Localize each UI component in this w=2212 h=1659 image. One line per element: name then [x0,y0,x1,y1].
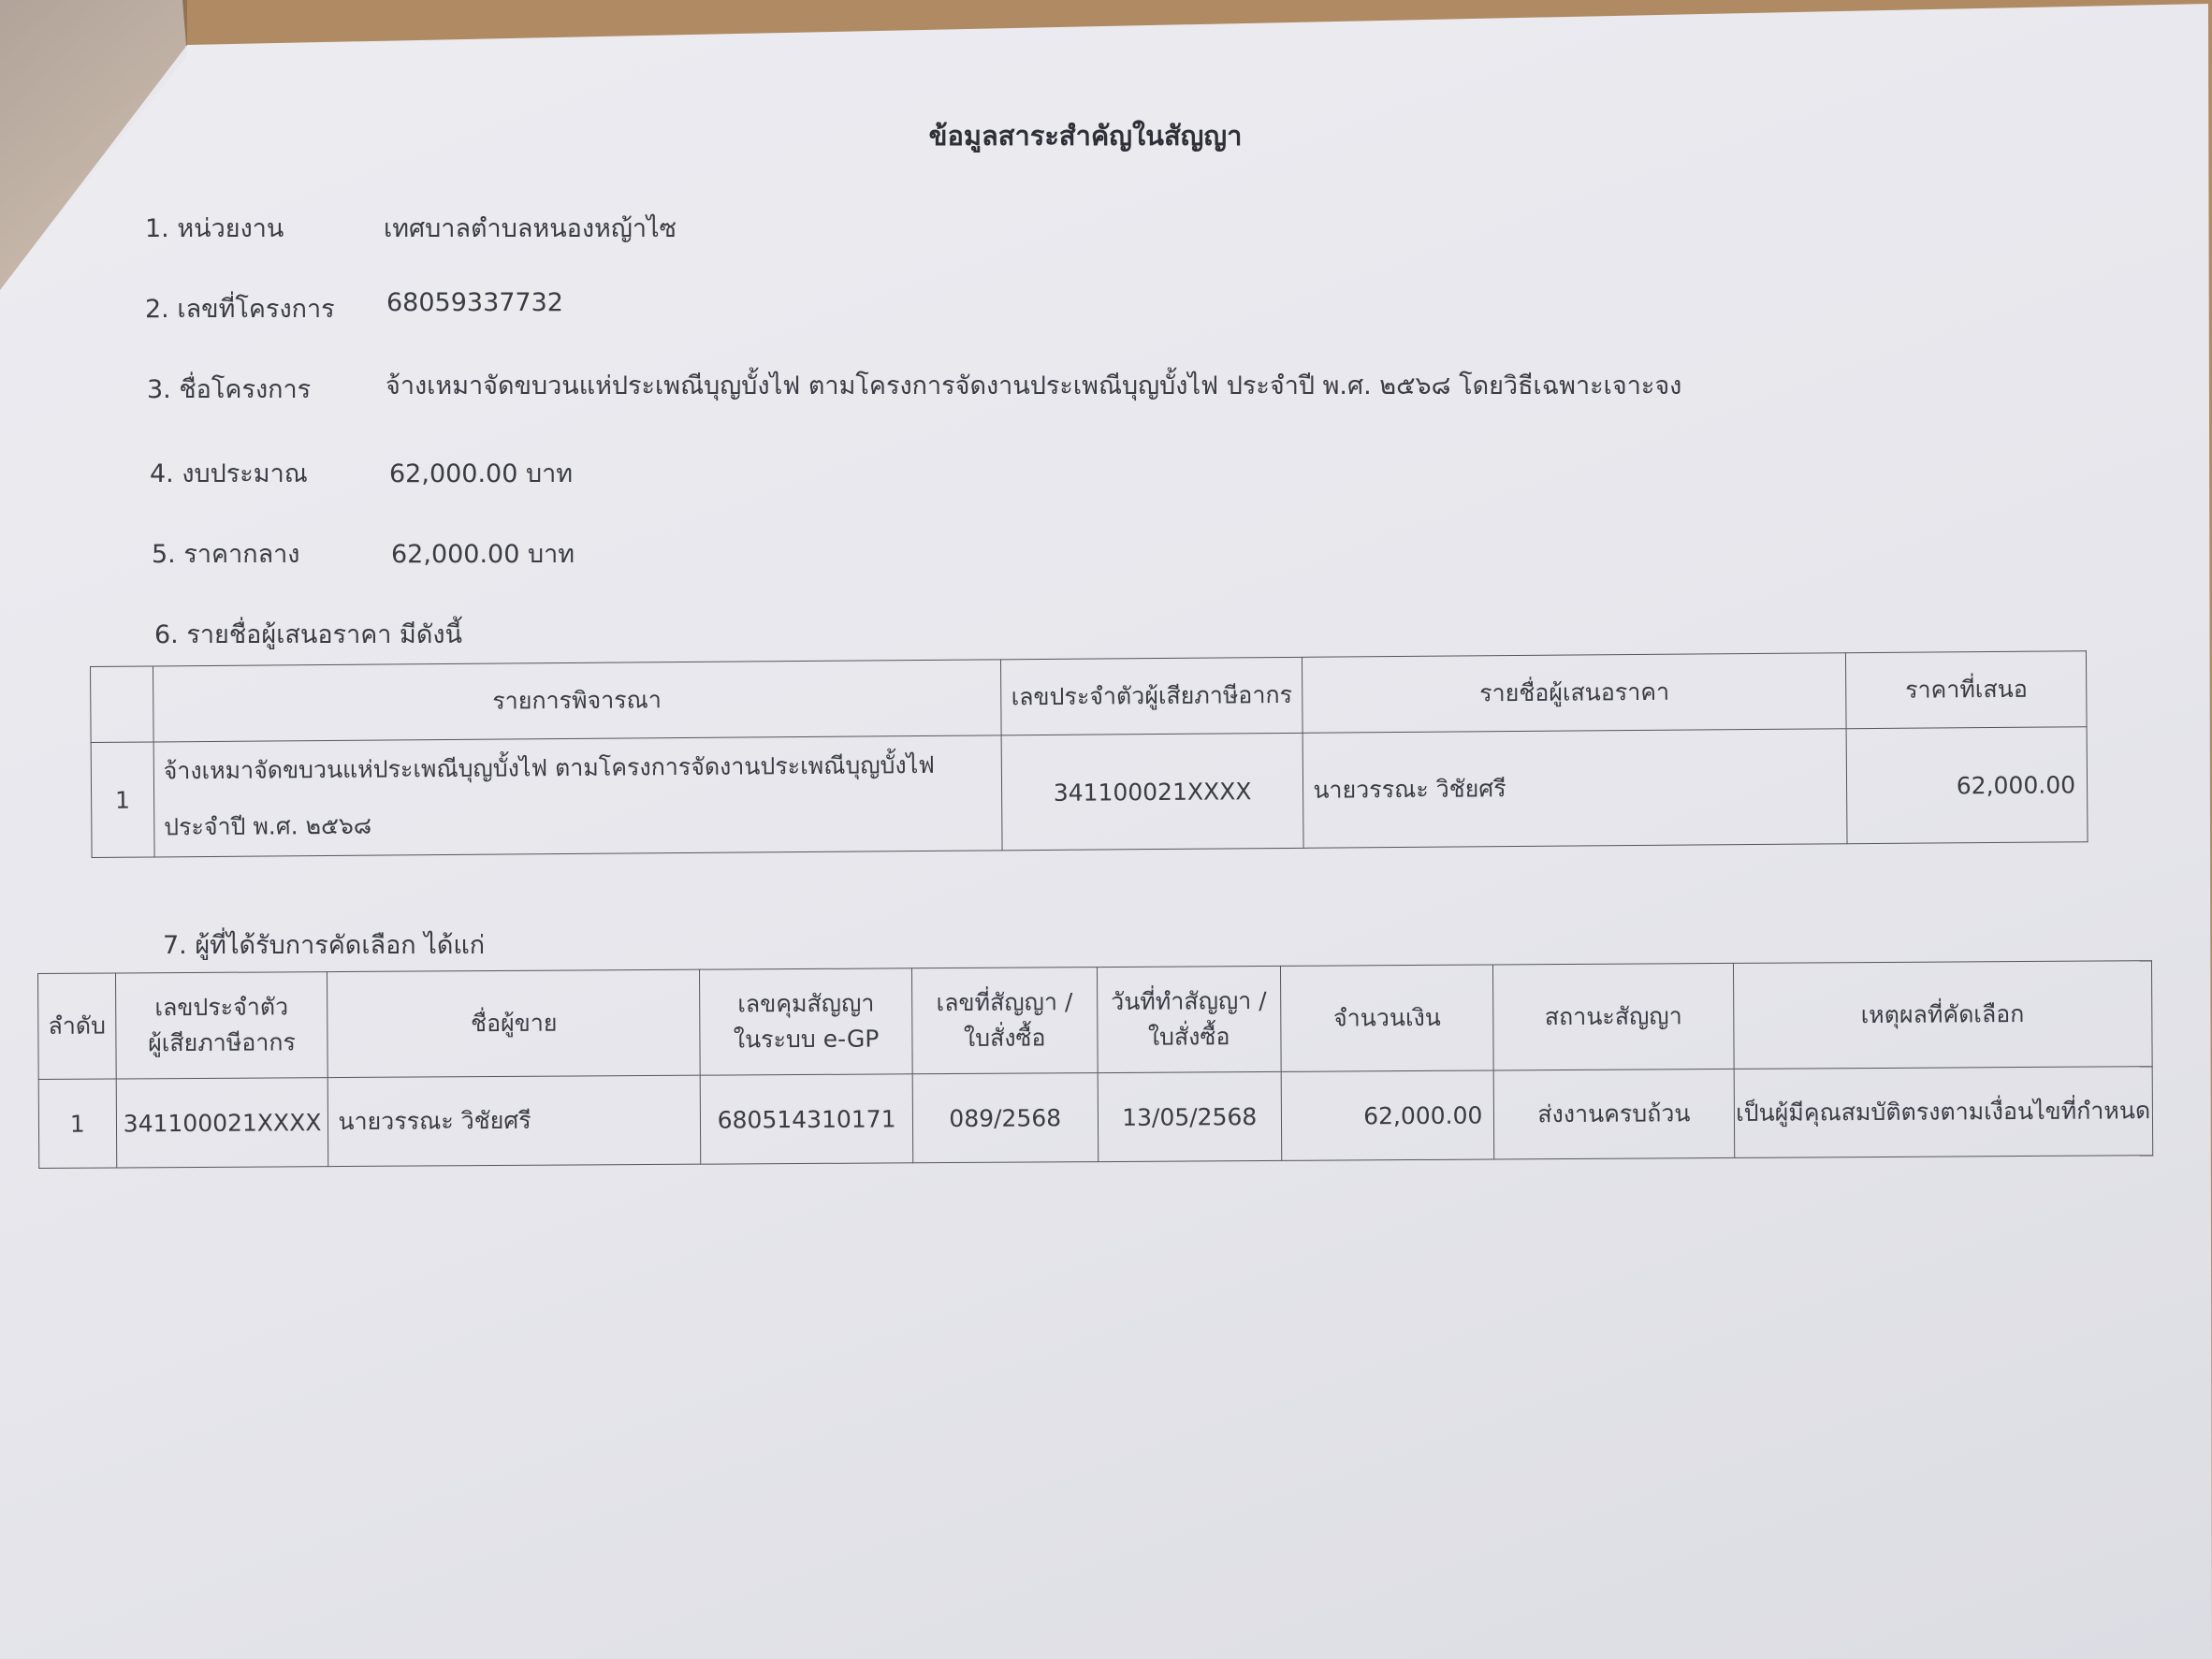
table-header-no [91,666,153,743]
header-line: เลขที่สัญญา / [936,988,1073,1017]
table-header-contract-no [911,968,1097,1074]
table-header-reason: เหตุผลที่คัดเลือก [1733,961,2152,1070]
header-line: ใบสั่งซื้อ [1147,1023,1230,1051]
info-label: 1. หน่วยงาน [145,214,284,243]
table-header-tax-id: เลขประจำตัวผู้เสียภาษีอากร [1000,657,1302,735]
table-header-no: ลำดับ [38,973,116,1080]
table-header-tax-id [115,972,327,1079]
header-line: ผู้เสียภาษีอากร [148,1028,296,1057]
info-value: เทศบาลตำบลหนองหญ้าไซ [384,214,677,243]
table-header-price: ราคาที่เสนอ [1846,651,2087,729]
header-line: เลขคุมสัญญา [737,989,875,1018]
table-header-amount: จำนวนเงิน [1280,965,1493,1071]
cell-tax-id: 341100021XXXX [1001,733,1304,851]
table-header-control-no [700,968,912,1075]
bidders-table [90,650,2088,858]
section-bidders-heading: 6. รายชื่อผู้เสนอราคา มีดังนี้ [154,620,463,649]
cell-seller: นายวรรณะ วิชัยศรี [328,1075,702,1166]
table-row [38,1067,2153,1169]
cell-contract-no: 089/2568 [912,1073,1098,1163]
info-label: 2. เลขที่โครงการ [145,295,335,324]
cell-item-line2: ประจำปี พ.ศ. ๒๕๖๘ [164,811,372,841]
header-line: ใบสั่งซื้อ [963,1024,1046,1052]
info-value: 68059337732 [386,288,563,317]
section-selected-heading: 7. ผู้ที่ได้รับการคัดเลือก ได้แก่ [163,931,486,960]
header-line: เลขประจำตัว [154,993,289,1022]
table-header-status: สถานะสัญญา [1493,963,1734,1070]
info-value: 62,000.00 บาท [389,459,574,488]
cell-control-no: 680514310171 [701,1074,913,1164]
table-header-seller: ชื่อผู้ขาย [327,969,701,1077]
table-header-item: รายการพิจารณา [153,660,1001,742]
cell-item-line1: จ้างเหมาจัดขบวนแห่ประเพณีบุญบั้งไฟ ตามโครงการจัดงานประเพณีบุญบั้งไฟ [163,750,936,785]
cell-contract-date: 13/05/2568 [1098,1071,1282,1161]
table-header-bidder: รายชื่อผู้เสนอราคา [1302,653,1847,734]
header-line: ในระบบ e-GP [733,1025,880,1054]
cell-amount: 62,000.00 [1281,1070,1494,1160]
table-header-row [38,961,2153,1080]
cell-no: 1 [91,742,154,858]
cell-reason: เป็นผู้มีคุณสมบัติตรงตามเงื่อนไขที่กำหนด [1734,1067,2153,1158]
table-row [91,727,2088,858]
cell-status: ส่งงานครบถ้วน [1494,1069,1735,1159]
selected-vendor-table [37,960,2153,1169]
info-label: 4. งบประมาณ [150,459,308,488]
cell-tax-id: 341100021XXXX [116,1078,328,1168]
info-label: 3. ชื่อโครงการ [147,375,312,404]
info-label: 5. ราคากลาง [152,540,300,569]
cell-item [153,735,1002,857]
info-value: จ้างเหมาจัดขบวนแห่ประเพณีบุญบั้งไฟ ตามโครงการจัดงานประเพณีบุญบั้งไฟ ประจำปี พ.ศ. ๒๕๖๘ โดยวิธีเฉพาะเจาะจง [386,371,1682,400]
cell-no: 1 [38,1079,116,1169]
info-value: 62,000.00 บาท [391,540,575,569]
cell-price: 62,000.00 [1846,727,2088,844]
header-line: วันที่ทำสัญญา / [1111,986,1267,1015]
document-title: ข้อมูลสาระสำคัญในสัญญา [928,120,1243,152]
cell-bidder: นายวรรณะ วิชัยศรี [1302,729,1847,849]
table-header-contract-date [1097,966,1281,1072]
